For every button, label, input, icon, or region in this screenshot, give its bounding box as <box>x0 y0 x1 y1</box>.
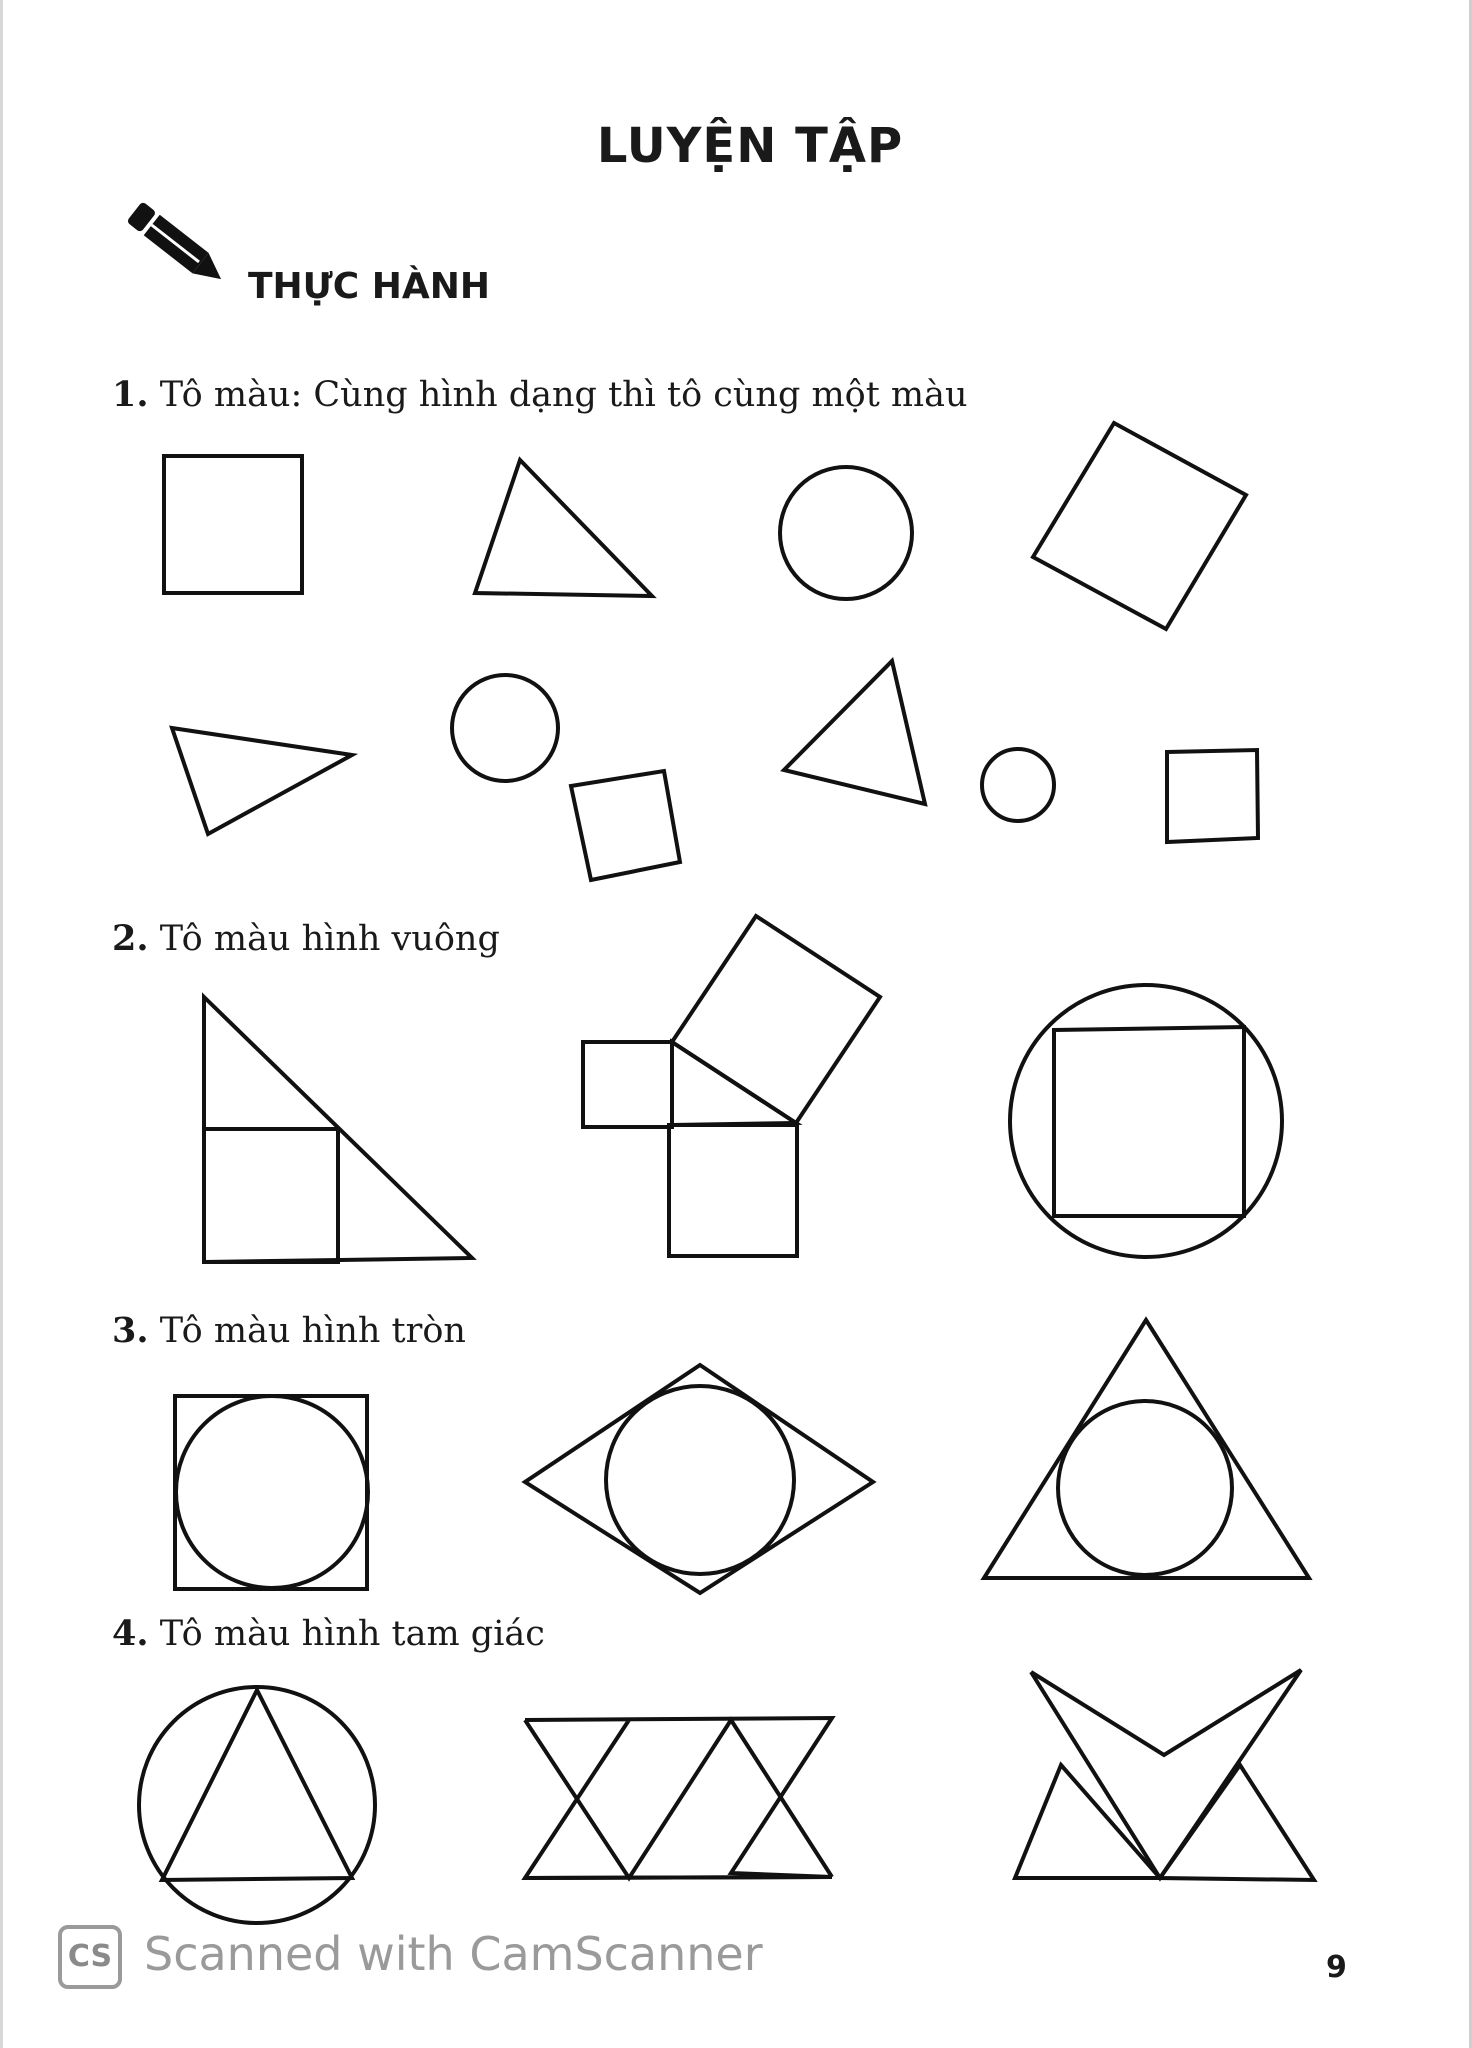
triangle-shape[interactable] <box>172 728 352 834</box>
exercise-text: Tô màu hình tam giác <box>159 1614 545 1654</box>
square-shape[interactable] <box>571 771 680 880</box>
triangle-shape[interactable] <box>984 1320 1309 1578</box>
exercise-number: 2. <box>112 918 149 959</box>
triangle-shape[interactable] <box>475 460 652 596</box>
page-number: 9 <box>1326 1950 1347 1985</box>
square-shape[interactable] <box>672 916 880 1123</box>
circle-shape[interactable] <box>1058 1401 1232 1575</box>
exercise-text: Tô màu hình vuông <box>159 919 500 959</box>
exercise-number: 3. <box>112 1310 149 1351</box>
triangle-shape[interactable] <box>162 1690 352 1880</box>
exercise-4-shapes[interactable] <box>139 1670 1314 1923</box>
rhombus-shape[interactable] <box>525 1365 873 1593</box>
base-line <box>525 1877 832 1878</box>
square-shape[interactable] <box>204 1129 338 1262</box>
square-shape[interactable] <box>164 456 302 593</box>
exercise-text: Tô màu hình tròn <box>159 1311 466 1351</box>
exercise-3-shapes[interactable] <box>175 1320 1309 1593</box>
circle-shape[interactable] <box>452 675 558 781</box>
circle-shape[interactable] <box>780 467 912 599</box>
square-shape[interactable] <box>669 1125 797 1256</box>
section-title: THỰC HÀNH <box>248 266 490 307</box>
exercise-1-shapes[interactable] <box>164 423 1258 880</box>
exercise-text: Tô màu: Cùng hình dạng thì tô cùng một màu <box>159 375 968 415</box>
square-shape[interactable] <box>1033 423 1246 629</box>
circle-shape[interactable] <box>139 1687 375 1923</box>
triangle-shape[interactable] <box>784 661 925 804</box>
page-title: LUYỆN TẬP <box>596 118 904 174</box>
exercise-2-shapes[interactable] <box>204 916 1282 1262</box>
triangle-shape[interactable] <box>1015 1765 1160 1878</box>
circle-shape[interactable] <box>176 1396 368 1588</box>
watermark-text: Scanned with CamScanner <box>144 1927 763 1981</box>
square-shape[interactable] <box>1054 1027 1244 1216</box>
square-shape[interactable] <box>1167 750 1258 842</box>
exercise-number: 1. <box>112 374 149 415</box>
square-shape[interactable] <box>583 1042 672 1127</box>
hourglass-outline[interactable] <box>525 1720 832 1878</box>
circle-shape[interactable] <box>982 749 1054 821</box>
triangle-shape[interactable] <box>1160 1765 1314 1880</box>
exercise-number: 4. <box>112 1613 149 1654</box>
camscanner-logo-icon: CS <box>58 1925 122 1989</box>
circle-shape[interactable] <box>606 1386 794 1574</box>
